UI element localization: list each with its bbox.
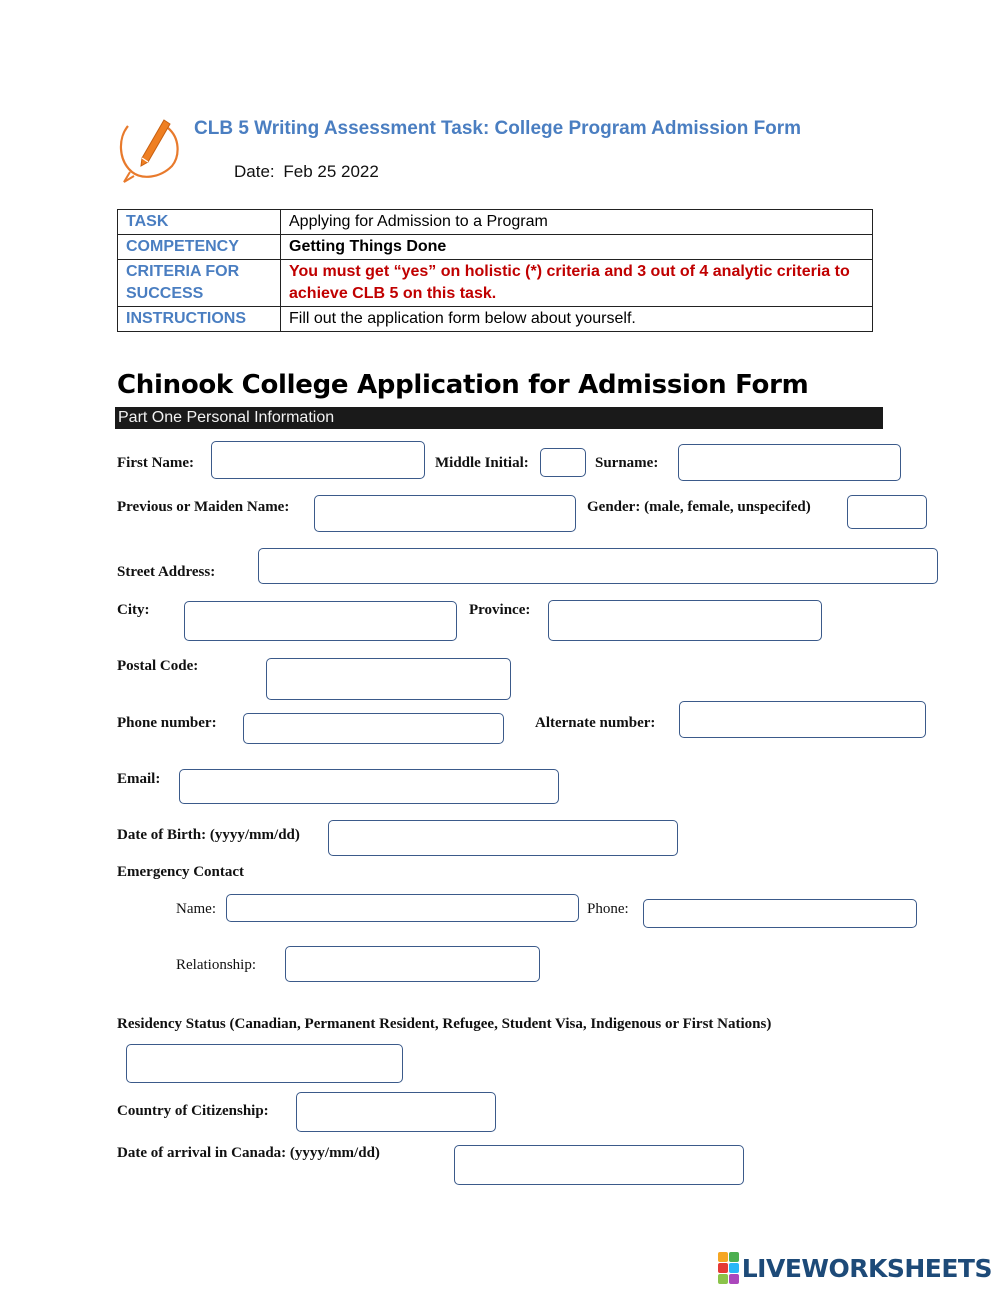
watermark-text: LIVEWORKSHEETS bbox=[741, 1253, 992, 1283]
previous-name-label: Previous or Maiden Name: bbox=[117, 499, 290, 515]
task-value: Applying for Admission to a Program bbox=[281, 210, 873, 235]
date-value: Feb 25 2022 bbox=[283, 162, 379, 181]
first-name-label: First Name: bbox=[117, 455, 195, 471]
phone-input[interactable] bbox=[243, 713, 504, 744]
email-input[interactable] bbox=[179, 769, 559, 804]
competency-row bbox=[118, 235, 873, 260]
section-header: Part One Personal Information bbox=[115, 407, 883, 429]
ec-relationship-input[interactable] bbox=[285, 946, 540, 982]
date-line bbox=[234, 162, 379, 182]
ec-phone-label: Phone: bbox=[587, 901, 629, 917]
logo-tile bbox=[718, 1274, 728, 1284]
competency-label: COMPETENCY bbox=[118, 235, 281, 260]
ec-relationship-label: Relationship: bbox=[176, 957, 256, 973]
ec-phone-input[interactable] bbox=[643, 899, 917, 928]
instructions-label: INSTRUCTIONS bbox=[118, 307, 281, 332]
residency-input[interactable] bbox=[126, 1044, 403, 1083]
alt-phone-input[interactable] bbox=[679, 701, 926, 738]
previous-name-input[interactable] bbox=[314, 495, 576, 532]
surname-input[interactable] bbox=[678, 444, 901, 481]
criteria-label: CRITERIA FOR SUCCESS bbox=[118, 260, 281, 307]
dob-label: Date of Birth: (yyyy/mm/dd) bbox=[117, 827, 300, 843]
gender-label: Gender: (male, female, unspecifed) bbox=[587, 499, 811, 515]
street-address-input[interactable] bbox=[258, 548, 938, 584]
phone-label: Phone number: bbox=[117, 715, 217, 731]
criteria-value: You must get “yes” on holistic (*) criteria and 3 out of 4 analytic criteria to achieve CLB 5 on this task. bbox=[281, 260, 873, 307]
logo-tile bbox=[729, 1263, 739, 1273]
emergency-contact-heading: Emergency Contact bbox=[117, 864, 245, 880]
city-input[interactable] bbox=[184, 601, 457, 641]
surname-label: Surname: bbox=[595, 455, 659, 471]
citizenship-input[interactable] bbox=[296, 1092, 496, 1132]
form-title: Chinook College Application for Admission Form bbox=[117, 370, 809, 400]
city-label: City: bbox=[117, 602, 150, 618]
competency-value: Getting Things Done bbox=[281, 235, 873, 260]
arrival-input[interactable] bbox=[454, 1145, 744, 1185]
logo-tile bbox=[729, 1274, 739, 1284]
task-row bbox=[118, 210, 873, 235]
task-label: TASK bbox=[118, 210, 281, 235]
middle-initial-label: Middle Initial: bbox=[435, 455, 529, 471]
instructions-row bbox=[118, 307, 873, 332]
pencil-logo-icon bbox=[116, 116, 182, 184]
instructions-value: Fill out the application form below about yourself. bbox=[281, 307, 873, 332]
criteria-row bbox=[118, 260, 873, 307]
liveworksheets-watermark bbox=[718, 1253, 992, 1283]
arrival-label: Date of arrival in Canada: (yyyy/mm/dd) bbox=[117, 1145, 380, 1161]
province-input[interactable] bbox=[548, 600, 822, 641]
citizenship-label: Country of Citizenship: bbox=[117, 1103, 269, 1119]
alt-phone-label: Alternate number: bbox=[535, 715, 656, 731]
province-label: Province: bbox=[469, 602, 531, 618]
date-label: Date: bbox=[234, 162, 275, 181]
ec-name-label: Name: bbox=[176, 901, 216, 917]
ec-name-input[interactable] bbox=[226, 894, 579, 922]
task-table bbox=[117, 209, 873, 332]
dob-input[interactable] bbox=[328, 820, 678, 856]
assessment-title: CLB 5 Writing Assessment Task: College Program Admission Form bbox=[194, 118, 802, 139]
logo-tile bbox=[718, 1252, 728, 1262]
logo-tile bbox=[718, 1263, 728, 1273]
liveworksheets-logo-icon bbox=[718, 1252, 739, 1284]
gender-input[interactable] bbox=[847, 495, 927, 529]
middle-initial-input[interactable] bbox=[540, 448, 586, 477]
postal-code-label: Postal Code: bbox=[117, 658, 199, 674]
email-label: Email: bbox=[117, 771, 161, 787]
logo-tile bbox=[729, 1252, 739, 1262]
street-address-label: Street Address: bbox=[117, 564, 216, 580]
residency-label: Residency Status (Canadian, Permanent Resident, Refugee, Student Visa, Indigenous or First Nations) bbox=[117, 1016, 772, 1032]
postal-code-input[interactable] bbox=[266, 658, 511, 700]
first-name-input[interactable] bbox=[211, 441, 425, 479]
